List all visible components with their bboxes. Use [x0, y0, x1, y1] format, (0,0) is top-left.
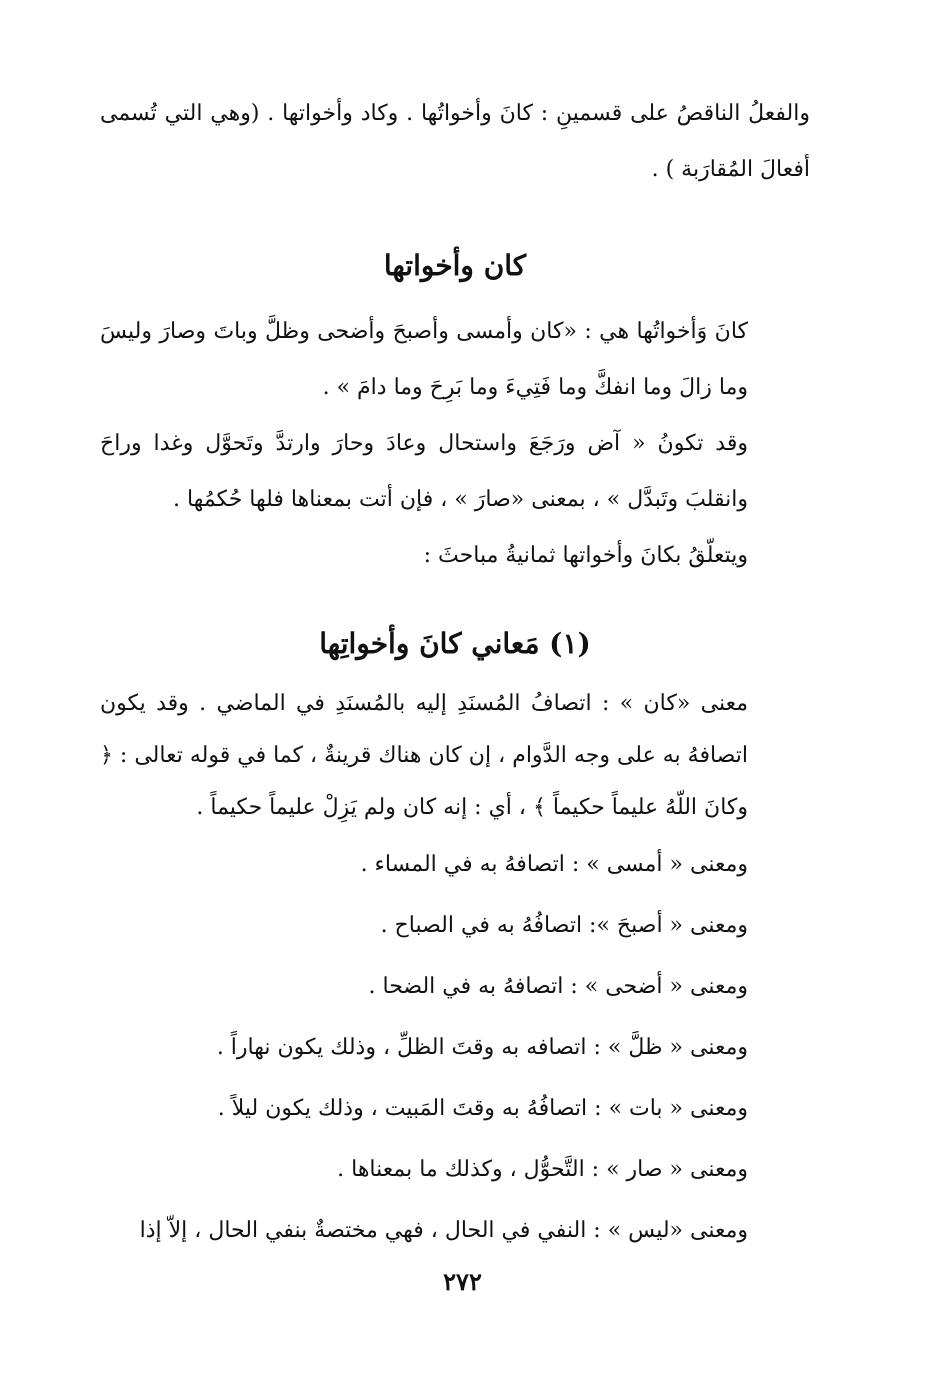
meaning-zalla: ومعنى « ظلَّ » : اتصافه به وقتَ الظلِّ ، وذلك يكون نهاراً .	[216, 1035, 748, 1060]
subsection-heading-meanings: (١) مَعاني كانَ وأخواتِها	[319, 627, 591, 660]
meaning-asbaha: ومعنى « أصبحَ »: اتصافُهُ به في الصباح .	[380, 913, 748, 938]
section-heading-kana-and-sisters: كان وأخواتها	[383, 249, 527, 282]
page-number: ٢٧٢	[443, 1267, 482, 1296]
page-body	[100, 86, 810, 1261]
meaning-bata: ومعنى « بات » : اتصافُهُ به وقتَ المَبيت ، وذلك يكون ليلاً .	[217, 1096, 748, 1121]
meaning-amsa: ومعنى « أمسى » : اتصافهُ به في المساء .	[360, 852, 748, 877]
meaning-laysa: ومعنى «ليس » : النفي في الحال ، فهي مختصةٌ بنفي الحال ، إلاّ إذا	[139, 1218, 748, 1243]
paragraph-kana-meaning: معنى «كان » : اتصافُ المُسنَدِ إليه بالمُسنَدِ في الماضي . وقد يكون اتصافهُ به على وجه الدَّوام ، إن كان هناك قرينةٌ ، كما في قوله تعالى : ﴿ وكانَ اللّهُ عليماً حكيماً ﴾ ، أي : إنه كان ولم يَزِلْ عليماً حكيماً .	[100, 691, 748, 820]
meaning-adha: ومعنى « أضحى » : اتصافهُ به في الضحا .	[368, 974, 748, 999]
intro-paragraph: والفعلُ الناقصُ على قسمينِ : كانَ وأخواتُها . وكاد وأخواتها . (وهي التي تُسمى أفعالَ المُقارَبة ) .	[100, 101, 810, 182]
paragraph-kana-list: كانَ وَأخواتُها هي : «كان وأمسى وأصبحَ وأضحى وظلَّ وباتَ وصارَ وليسَ وما زالَ وما انفكَّ وما فَتِيءَ وما بَرِحَ وما دامَ » .	[100, 319, 748, 400]
meaning-sara: ومعنى « صار » : التَّحوُّل ، وكذلك ما بمعناها .	[337, 1157, 748, 1182]
paragraph-eight-topics: ويتعلّقُ بكانَ وأخواتها ثمانيةُ مباحثَ :	[423, 543, 748, 568]
paragraph-sara-synonyms: وقد تكونُ « آض ورَجَعَ واستحال وعادَ وحارَ وارتدَّ وتَحوَّل وغدا وراحَ وانقلبَ وتَبدَّل » ، بمعنى «صارَ » ، فإن أتت بمعناها فلها حُكمُها .	[100, 431, 748, 512]
